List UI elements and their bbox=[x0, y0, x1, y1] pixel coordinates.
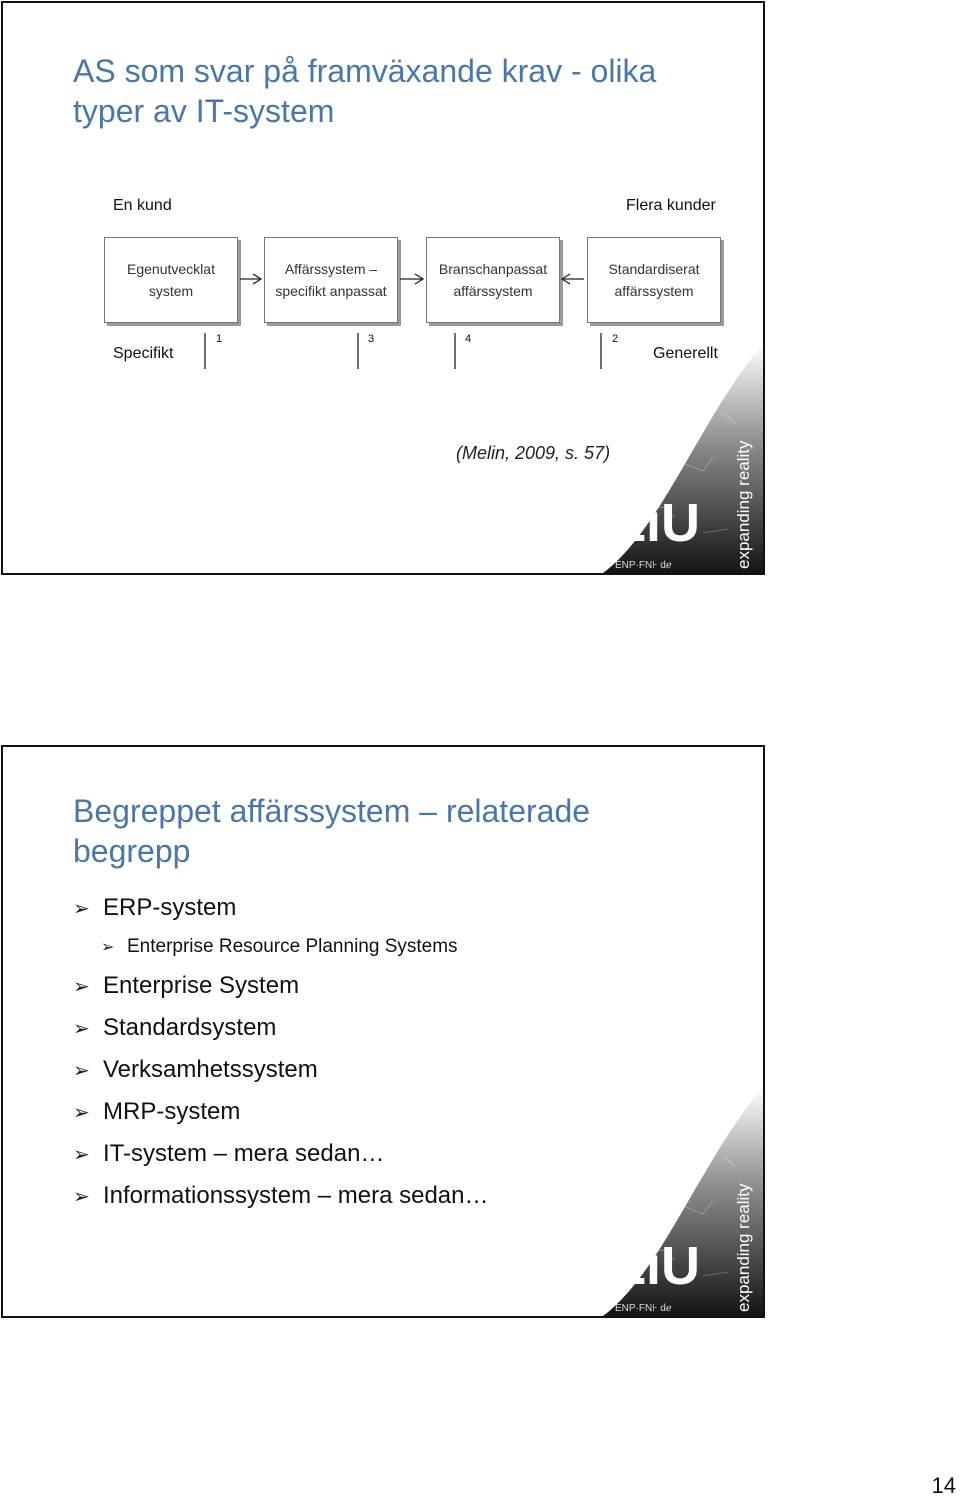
arrow-bullet-icon: ➢ bbox=[101, 939, 115, 956]
logo-tagline: expanding reality bbox=[734, 440, 753, 569]
arrow-bullet-icon: ➢ bbox=[73, 897, 90, 920]
marker-1: 1 bbox=[215, 333, 223, 345]
label-specific: Specifikt bbox=[113, 345, 174, 362]
arrow-right-2-head bbox=[415, 274, 423, 284]
slide-title bbox=[73, 51, 656, 131]
arrow-bullet-icon: ➢ bbox=[73, 1017, 90, 1040]
equation-text: ENP·FN⊦ dℯ bbox=[615, 560, 672, 571]
list-item: ➢ Verksamhetssystem bbox=[73, 1056, 318, 1083]
arrow-bullet-icon: ➢ bbox=[73, 1059, 90, 1082]
arrow-bullet-icon: ➢ bbox=[73, 1185, 90, 1208]
title-line-2: typer av IT-system bbox=[73, 93, 335, 129]
box-industry-business-system: Branschanpassat affärssystem bbox=[426, 237, 560, 323]
liu-logo-decoration bbox=[603, 1086, 763, 1316]
arrow-bullet-icon: ➢ bbox=[73, 1101, 90, 1124]
list-item: ➢ ERP-system bbox=[73, 894, 237, 921]
arrow-left-3-head bbox=[562, 274, 570, 284]
title-line-2: begrepp bbox=[73, 833, 191, 869]
slide-title bbox=[73, 791, 590, 871]
arrow-bullet-icon: ➢ bbox=[73, 1143, 90, 1166]
title-line-1: AS som svar på framväxande krav - olika bbox=[73, 53, 657, 89]
slide-2 bbox=[1, 745, 765, 1318]
arrow-bullet-icon: ➢ bbox=[73, 975, 90, 998]
list-item: ➢ IT-system – mera sedan… bbox=[73, 1140, 385, 1167]
list-item: ➢ Enterprise System bbox=[73, 972, 300, 999]
title-line-1: Begreppet affärssystem – relaterade bbox=[73, 793, 591, 829]
box-custom-system: Egenutvecklat system bbox=[104, 237, 238, 323]
logo-text: LiU bbox=[613, 493, 700, 553]
marker-4: 4 bbox=[464, 333, 472, 345]
marker-2: 2 bbox=[611, 333, 619, 345]
slide-1 bbox=[1, 1, 765, 575]
list-item: ➢ Informationssystem – mera sedan… bbox=[73, 1182, 489, 1209]
label-generic: Generellt bbox=[653, 345, 718, 362]
list-item: ➢ Enterprise Resource Planning Systems bbox=[101, 936, 458, 957]
logo-text: LiU bbox=[613, 1236, 700, 1296]
marker-3: 3 bbox=[367, 333, 375, 345]
page-number: 14 bbox=[931, 1473, 956, 1498]
liu-logo-decoration bbox=[603, 343, 763, 573]
label-one-customer: En kund bbox=[113, 197, 172, 214]
label-many-customers: Flera kunder bbox=[626, 197, 716, 214]
box-standard-business-system: Standardiserat affärssystem bbox=[587, 237, 721, 323]
arrow-right-1-head bbox=[253, 274, 261, 284]
list-item: ➢ MRP-system bbox=[73, 1098, 241, 1125]
logo-tagline: expanding reality bbox=[734, 1183, 753, 1312]
list-item: ➢ Standardsystem bbox=[73, 1014, 277, 1041]
citation: (Melin, 2009, s. 57) bbox=[456, 443, 611, 463]
equation-text: ENP·FN⊦ dℯ bbox=[615, 1303, 672, 1314]
box-adapted-business-system: Affärssystem – specifikt anpassat bbox=[264, 237, 398, 323]
